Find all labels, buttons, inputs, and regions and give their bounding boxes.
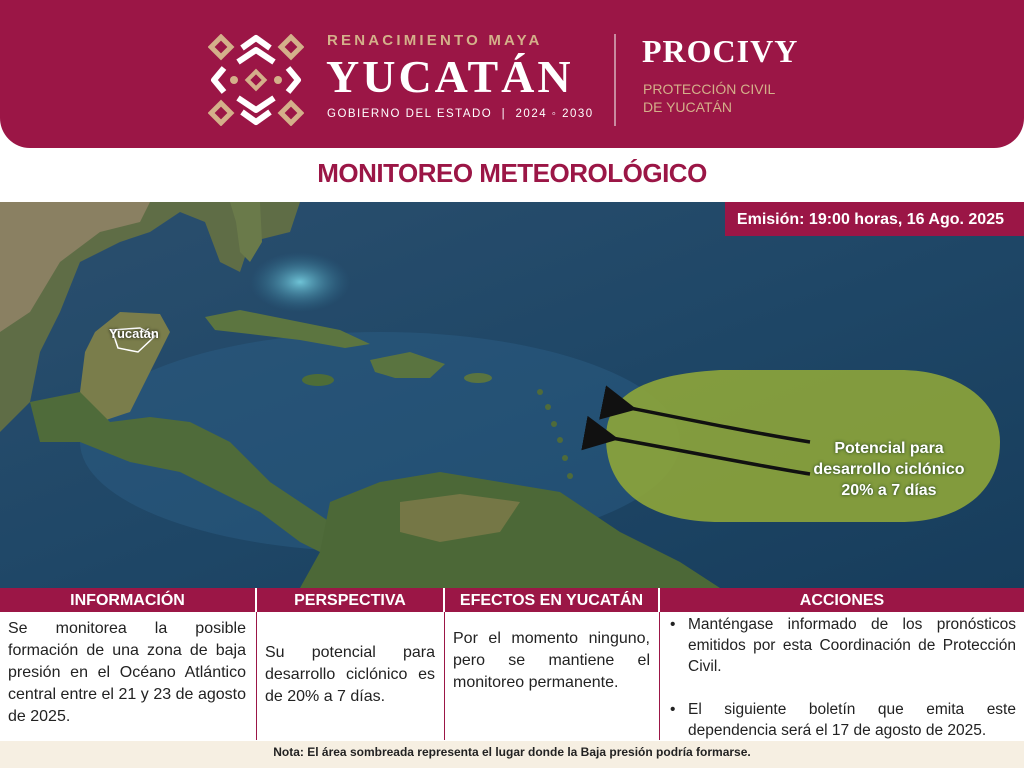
- header-informacion: INFORMACIÓN: [0, 588, 255, 612]
- term-years: 2024 ◦ 2030: [515, 108, 594, 120]
- potential-label: [800, 438, 978, 501]
- agency-name: PROCIVY: [642, 33, 799, 69]
- cell-informacion: Se monitorea la posible formación de una zona de baja presión en el Océano Atlántico central entre el 21 y 23 de agosto de 2025.: [8, 620, 246, 725]
- map-graphic: [0, 202, 1024, 588]
- column-divider: [256, 612, 257, 740]
- cell-acciones: [666, 614, 1016, 739]
- yucatan-logo-icon: [208, 34, 304, 126]
- state-label: Yucatán: [109, 326, 159, 341]
- footer-note: Nota: El área sombreada representa el lugar donde la Baja presión podría formarse.: [0, 741, 1024, 768]
- table-header-row: [0, 588, 1024, 612]
- potential-line-2: desarrollo ciclónico: [813, 461, 965, 478]
- header-perspectiva: PERSPECTIVA: [257, 588, 443, 612]
- column-divider: [444, 612, 445, 740]
- agency-subtitle-line-2: DE YUCATÁN: [643, 99, 732, 115]
- brand-subtitle: GOBIERNO DEL ESTADO | 2024 ◦ 2030: [327, 108, 594, 120]
- header-banner: [0, 0, 1024, 148]
- brand-name: YUCATÁN: [326, 51, 574, 102]
- cell-perspectiva: Su potencial para desarrollo ciclónico es de 20% a 7 días.: [265, 644, 435, 705]
- emission-timestamp: Emisión: 19:00 horas, 16 Ago. 2025: [725, 202, 1024, 236]
- header-efectos: EFECTOS EN YUCATÁN: [445, 588, 658, 612]
- brand-tagline: RENACIMIENTO MAYA: [327, 32, 543, 49]
- agency-subtitle-line-1: PROTECCIÓN CIVIL: [643, 81, 776, 97]
- actions-list: [666, 614, 1016, 741]
- satellite-map: [0, 202, 1024, 588]
- potential-line-1: Potencial para: [834, 440, 944, 457]
- header-divider: [614, 34, 616, 126]
- column-divider: [659, 612, 660, 740]
- action-item: • Manténgase informado de los pronósticos emitidos por esta Coordinación de Protección Civil.: [666, 614, 1016, 677]
- action-item: • El siguiente boletín que emita este dependencia será el 17 de agosto de 2025.: [666, 699, 1016, 741]
- government-label: GOBIERNO DEL ESTADO: [327, 108, 493, 120]
- cell-efectos: Por el momento ninguno, pero se mantiene el monitoreo permanente.: [453, 630, 650, 691]
- agency-subtitle: [643, 80, 775, 116]
- header-acciones: ACCIONES: [660, 588, 1024, 612]
- potential-line-3: 20% a 7 días: [841, 482, 937, 499]
- page-title: MONITOREO METEOROLÓGICO: [317, 158, 707, 188]
